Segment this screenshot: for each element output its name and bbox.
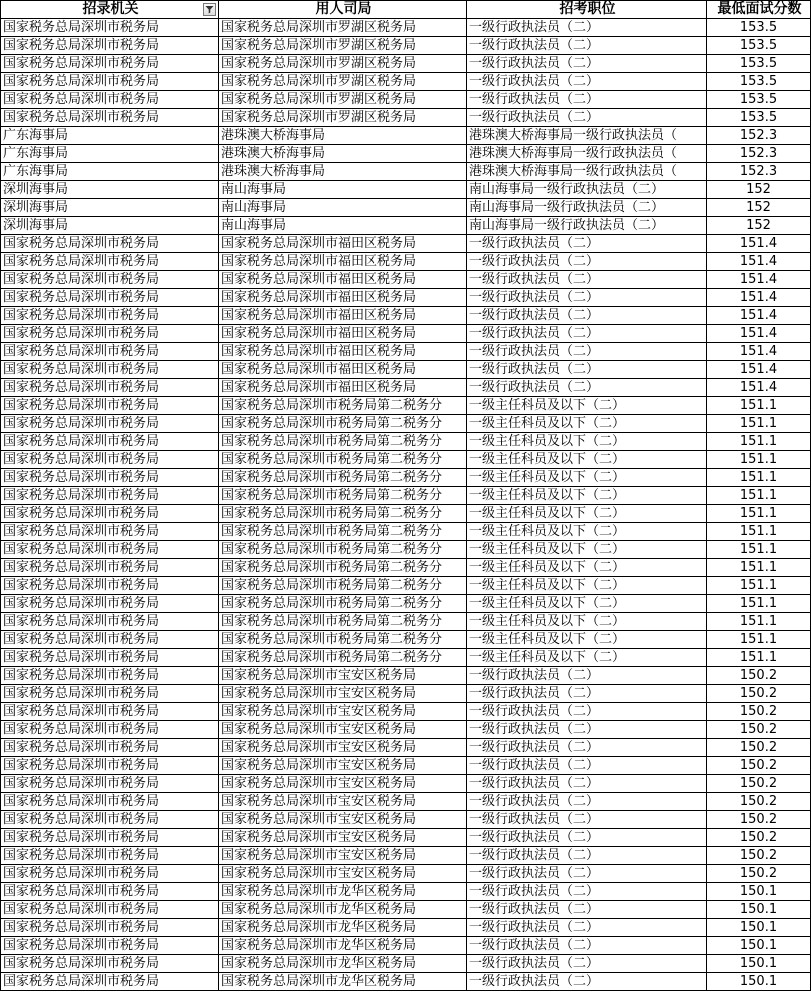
min-score-cell[interactable]: 151.4 bbox=[707, 325, 811, 343]
table-row bbox=[1, 775, 811, 793]
table-row bbox=[1, 793, 811, 811]
min-score-cell[interactable]: 150.2 bbox=[707, 757, 811, 775]
position-cell[interactable]: 一级行政执法员（二） bbox=[467, 811, 707, 829]
hiring-department-cell[interactable]: 国家税务总局深圳市宝安区税务局 bbox=[219, 667, 467, 685]
recruiting-agency-cell[interactable]: 国家税务总局深圳市税务局 bbox=[1, 415, 219, 433]
position-cell[interactable]: 一级行政执法员（二） bbox=[467, 919, 707, 937]
position-cell[interactable]: 港珠澳大桥海事局一级行政执法员（ bbox=[467, 163, 707, 181]
hiring-department-cell[interactable]: 港珠澳大桥海事局 bbox=[219, 145, 467, 163]
hiring-department-cell[interactable]: 国家税务总局深圳市税务局第二税务分 bbox=[219, 559, 467, 577]
table-row bbox=[1, 289, 811, 307]
min-score-cell[interactable]: 151.4 bbox=[707, 307, 811, 325]
filter-dropdown-icon[interactable] bbox=[203, 3, 216, 16]
min-score-cell[interactable]: 151.4 bbox=[707, 379, 811, 397]
table-row bbox=[1, 667, 811, 685]
column-header-label: 招录机关 bbox=[82, 1, 139, 17]
min-score-cell[interactable]: 150.2 bbox=[707, 829, 811, 847]
hiring-department-cell[interactable]: 国家税务总局深圳市福田区税务局 bbox=[219, 253, 467, 271]
position-cell[interactable]: 一级行政执法员（二） bbox=[467, 739, 707, 757]
position-cell[interactable]: 一级行政执法员（二） bbox=[467, 955, 707, 973]
min-score-cell[interactable]: 151.1 bbox=[707, 415, 811, 433]
hiring-department-cell[interactable]: 国家税务总局深圳市宝安区税务局 bbox=[219, 847, 467, 865]
position-cell[interactable]: 一级行政执法员（二） bbox=[467, 973, 707, 991]
min-score-cell[interactable]: 150.2 bbox=[707, 739, 811, 757]
position-cell[interactable]: 一级主任科员及以下（二） bbox=[467, 469, 707, 487]
table-row bbox=[1, 55, 811, 73]
hiring-department-cell[interactable]: 国家税务总局深圳市福田区税务局 bbox=[219, 343, 467, 361]
recruiting-agency-cell[interactable]: 国家税务总局深圳市税务局 bbox=[1, 541, 219, 559]
hiring-department-cell[interactable]: 国家税务总局深圳市税务局第二税务分 bbox=[219, 397, 467, 415]
position-cell[interactable]: 一级行政执法员（二） bbox=[467, 73, 707, 91]
hiring-department-cell[interactable]: 南山海事局 bbox=[219, 199, 467, 217]
table-row bbox=[1, 595, 811, 613]
min-score-cell[interactable]: 151.4 bbox=[707, 343, 811, 361]
recruiting-agency-cell[interactable]: 国家税务总局深圳市税务局 bbox=[1, 343, 219, 361]
hiring-department-cell[interactable]: 国家税务总局深圳市税务局第二税务分 bbox=[219, 613, 467, 631]
min-score-cell[interactable]: 151.1 bbox=[707, 559, 811, 577]
hiring-department-cell[interactable]: 国家税务总局深圳市宝安区税务局 bbox=[219, 739, 467, 757]
hiring-department-cell[interactable]: 南山海事局 bbox=[219, 181, 467, 199]
table-row bbox=[1, 307, 811, 325]
min-score-cell[interactable]: 152.3 bbox=[707, 163, 811, 181]
position-cell[interactable]: 一级主任科员及以下（二） bbox=[467, 523, 707, 541]
min-score-cell[interactable]: 152.3 bbox=[707, 127, 811, 145]
table-row bbox=[1, 433, 811, 451]
column-header-min-interview-score[interactable]: 最低面试分数 bbox=[707, 1, 811, 19]
recruiting-agency-cell[interactable]: 国家税务总局深圳市税务局 bbox=[1, 361, 219, 379]
recruiting-agency-cell[interactable]: 国家税务总局深圳市税务局 bbox=[1, 289, 219, 307]
min-score-cell[interactable]: 151.1 bbox=[707, 505, 811, 523]
table-row bbox=[1, 127, 811, 145]
table-row bbox=[1, 919, 811, 937]
table-row bbox=[1, 631, 811, 649]
column-header-hiring-department[interactable]: 用人司局 bbox=[219, 1, 467, 19]
min-score-cell[interactable]: 151.1 bbox=[707, 631, 811, 649]
table-row bbox=[1, 559, 811, 577]
hiring-department-cell[interactable]: 国家税务总局深圳市税务局第二税务分 bbox=[219, 487, 467, 505]
recruiting-agency-cell[interactable]: 深圳海事局 bbox=[1, 181, 219, 199]
recruiting-agency-cell[interactable]: 国家税务总局深圳市税务局 bbox=[1, 325, 219, 343]
recruiting-agency-cell[interactable]: 国家税务总局深圳市税务局 bbox=[1, 469, 219, 487]
recruiting-agency-cell[interactable]: 国家税务总局深圳市税务局 bbox=[1, 253, 219, 271]
recruiting-agency-cell[interactable]: 国家税务总局深圳市税务局 bbox=[1, 667, 219, 685]
table-row bbox=[1, 253, 811, 271]
recruiting-agency-cell[interactable]: 国家税务总局深圳市税务局 bbox=[1, 73, 219, 91]
position-cell[interactable]: 一级主任科员及以下（二） bbox=[467, 415, 707, 433]
min-score-cell[interactable]: 152 bbox=[707, 181, 811, 199]
min-score-cell[interactable]: 152 bbox=[707, 217, 811, 235]
table-row bbox=[1, 577, 811, 595]
position-cell[interactable]: 一级主任科员及以下（二） bbox=[467, 631, 707, 649]
recruiting-agency-cell[interactable]: 国家税务总局深圳市税务局 bbox=[1, 307, 219, 325]
recruiting-agency-cell[interactable]: 国家税务总局深圳市税务局 bbox=[1, 919, 219, 937]
table-row bbox=[1, 505, 811, 523]
recruiting-agency-cell[interactable]: 国家税务总局深圳市税务局 bbox=[1, 721, 219, 739]
position-cell[interactable]: 一级行政执法员（二） bbox=[467, 91, 707, 109]
position-cell[interactable]: 港珠澳大桥海事局一级行政执法员（ bbox=[467, 127, 707, 145]
position-cell[interactable]: 一级主任科员及以下（二） bbox=[467, 577, 707, 595]
table-row bbox=[1, 865, 811, 883]
min-score-cell[interactable]: 150.1 bbox=[707, 901, 811, 919]
table-row bbox=[1, 757, 811, 775]
position-cell[interactable]: 一级主任科员及以下（二） bbox=[467, 613, 707, 631]
position-cell[interactable]: 一级主任科员及以下（二） bbox=[467, 433, 707, 451]
recruiting-agency-cell[interactable]: 深圳海事局 bbox=[1, 217, 219, 235]
hiring-department-cell[interactable]: 国家税务总局深圳市宝安区税务局 bbox=[219, 721, 467, 739]
recruiting-agency-cell[interactable]: 国家税务总局深圳市税务局 bbox=[1, 703, 219, 721]
min-score-cell[interactable]: 151.1 bbox=[707, 433, 811, 451]
min-score-cell[interactable]: 151.1 bbox=[707, 541, 811, 559]
hiring-department-cell[interactable]: 国家税务总局深圳市宝安区税务局 bbox=[219, 829, 467, 847]
table-row bbox=[1, 91, 811, 109]
position-cell[interactable]: 一级行政执法员（二） bbox=[467, 865, 707, 883]
min-score-cell[interactable]: 151.1 bbox=[707, 523, 811, 541]
recruiting-agency-cell[interactable]: 国家税务总局深圳市税务局 bbox=[1, 757, 219, 775]
recruiting-agency-cell[interactable]: 国家税务总局深圳市税务局 bbox=[1, 793, 219, 811]
table-row bbox=[1, 883, 811, 901]
min-score-cell[interactable]: 151.1 bbox=[707, 451, 811, 469]
hiring-department-cell[interactable]: 国家税务总局深圳市福田区税务局 bbox=[219, 235, 467, 253]
recruiting-agency-cell[interactable]: 国家税务总局深圳市税务局 bbox=[1, 901, 219, 919]
hiring-department-cell[interactable]: 国家税务总局深圳市税务局第二税务分 bbox=[219, 649, 467, 667]
hiring-department-cell[interactable]: 国家税务总局深圳市福田区税务局 bbox=[219, 271, 467, 289]
table-row bbox=[1, 469, 811, 487]
min-score-cell[interactable]: 150.2 bbox=[707, 775, 811, 793]
table-row bbox=[1, 325, 811, 343]
position-cell[interactable]: 一级行政执法员（二） bbox=[467, 19, 707, 37]
hiring-department-cell[interactable]: 国家税务总局深圳市税务局第二税务分 bbox=[219, 631, 467, 649]
position-cell[interactable]: 一级行政执法员（二） bbox=[467, 343, 707, 361]
hiring-department-cell[interactable]: 国家税务总局深圳市税务局第二税务分 bbox=[219, 523, 467, 541]
position-cell[interactable]: 一级行政执法员（二） bbox=[467, 235, 707, 253]
hiring-department-cell[interactable]: 国家税务总局深圳市宝安区税务局 bbox=[219, 775, 467, 793]
min-score-cell[interactable]: 150.2 bbox=[707, 685, 811, 703]
hiring-department-cell[interactable]: 国家税务总局深圳市福田区税务局 bbox=[219, 361, 467, 379]
position-cell[interactable]: 南山海事局一级行政执法员（二） bbox=[467, 217, 707, 235]
hiring-department-cell[interactable]: 国家税务总局深圳市福田区税务局 bbox=[219, 307, 467, 325]
table-row bbox=[1, 361, 811, 379]
hiring-department-cell[interactable]: 国家税务总局深圳市龙华区税务局 bbox=[219, 919, 467, 937]
position-cell[interactable]: 港珠澳大桥海事局一级行政执法员（ bbox=[467, 145, 707, 163]
position-cell[interactable]: 一级主任科员及以下（二） bbox=[467, 541, 707, 559]
min-score-cell[interactable]: 151.4 bbox=[707, 253, 811, 271]
position-cell[interactable]: 一级行政执法员（二） bbox=[467, 253, 707, 271]
recruiting-agency-cell[interactable]: 国家税务总局深圳市税务局 bbox=[1, 649, 219, 667]
recruiting-agency-cell[interactable]: 广东海事局 bbox=[1, 127, 219, 145]
hiring-department-cell[interactable]: 港珠澳大桥海事局 bbox=[219, 163, 467, 181]
min-score-cell[interactable]: 151.4 bbox=[707, 271, 811, 289]
min-score-cell[interactable]: 150.1 bbox=[707, 883, 811, 901]
hiring-department-cell[interactable]: 国家税务总局深圳市罗湖区税务局 bbox=[219, 55, 467, 73]
position-cell[interactable]: 一级主任科员及以下（二） bbox=[467, 649, 707, 667]
hiring-department-cell[interactable]: 国家税务总局深圳市宝安区税务局 bbox=[219, 757, 467, 775]
min-score-cell[interactable]: 151.1 bbox=[707, 613, 811, 631]
position-cell[interactable]: 一级行政执法员（二） bbox=[467, 901, 707, 919]
position-cell[interactable]: 一级主任科员及以下（二） bbox=[467, 487, 707, 505]
hiring-department-cell[interactable]: 国家税务总局深圳市龙华区税务局 bbox=[219, 901, 467, 919]
min-score-cell[interactable]: 150.1 bbox=[707, 937, 811, 955]
column-header-recruiting-agency[interactable] bbox=[1, 1, 219, 19]
table-row bbox=[1, 829, 811, 847]
min-score-cell[interactable]: 150.2 bbox=[707, 865, 811, 883]
recruiting-agency-cell[interactable]: 国家税务总局深圳市税务局 bbox=[1, 19, 219, 37]
hiring-department-cell[interactable]: 国家税务总局深圳市罗湖区税务局 bbox=[219, 109, 467, 127]
position-cell[interactable]: 一级行政执法员（二） bbox=[467, 829, 707, 847]
position-cell[interactable]: 一级行政执法员（二） bbox=[467, 685, 707, 703]
table-row bbox=[1, 811, 811, 829]
recruiting-agency-cell[interactable]: 国家税务总局深圳市税务局 bbox=[1, 433, 219, 451]
position-cell[interactable]: 一级行政执法员（二） bbox=[467, 37, 707, 55]
recruiting-agency-cell[interactable]: 国家税务总局深圳市税务局 bbox=[1, 739, 219, 757]
hiring-department-cell[interactable]: 国家税务总局深圳市福田区税务局 bbox=[219, 289, 467, 307]
hiring-department-cell[interactable]: 国家税务总局深圳市税务局第二税务分 bbox=[219, 577, 467, 595]
table-row bbox=[1, 235, 811, 253]
min-score-cell[interactable]: 151.1 bbox=[707, 577, 811, 595]
position-cell[interactable]: 一级行政执法员（二） bbox=[467, 325, 707, 343]
recruiting-agency-cell[interactable]: 广东海事局 bbox=[1, 145, 219, 163]
recruiting-agency-cell[interactable]: 国家税务总局深圳市税务局 bbox=[1, 523, 219, 541]
recruiting-agency-cell[interactable]: 国家税务总局深圳市税务局 bbox=[1, 451, 219, 469]
min-score-cell[interactable]: 150.1 bbox=[707, 919, 811, 937]
hiring-department-cell[interactable]: 国家税务总局深圳市罗湖区税务局 bbox=[219, 73, 467, 91]
position-cell[interactable]: 一级行政执法员（二） bbox=[467, 703, 707, 721]
column-header-position[interactable]: 招考职位 bbox=[467, 1, 707, 19]
recruiting-agency-cell[interactable]: 国家税务总局深圳市税务局 bbox=[1, 865, 219, 883]
table-row bbox=[1, 451, 811, 469]
recruiting-agency-cell[interactable]: 国家税务总局深圳市税务局 bbox=[1, 505, 219, 523]
hiring-department-cell[interactable]: 国家税务总局深圳市福田区税务局 bbox=[219, 379, 467, 397]
table-row bbox=[1, 973, 811, 991]
table-row bbox=[1, 19, 811, 37]
min-score-cell[interactable]: 152.3 bbox=[707, 145, 811, 163]
hiring-department-cell[interactable]: 国家税务总局深圳市税务局第二税务分 bbox=[219, 415, 467, 433]
position-cell[interactable]: 一级行政执法员（二） bbox=[467, 793, 707, 811]
min-score-cell[interactable]: 151.4 bbox=[707, 289, 811, 307]
hiring-department-cell[interactable]: 国家税务总局深圳市税务局第二税务分 bbox=[219, 541, 467, 559]
recruiting-agency-cell[interactable]: 国家税务总局深圳市税务局 bbox=[1, 55, 219, 73]
table-row bbox=[1, 487, 811, 505]
hiring-department-cell[interactable]: 国家税务总局深圳市税务局第二税务分 bbox=[219, 433, 467, 451]
hiring-department-cell[interactable]: 国家税务总局深圳市罗湖区税务局 bbox=[219, 37, 467, 55]
min-score-cell[interactable]: 153.5 bbox=[707, 73, 811, 91]
hiring-department-cell[interactable]: 国家税务总局深圳市福田区税务局 bbox=[219, 325, 467, 343]
recruiting-agency-cell[interactable]: 国家税务总局深圳市税务局 bbox=[1, 847, 219, 865]
hiring-department-cell[interactable]: 国家税务总局深圳市宝安区税务局 bbox=[219, 793, 467, 811]
position-cell[interactable]: 一级行政执法员（二） bbox=[467, 937, 707, 955]
table-row bbox=[1, 181, 811, 199]
table-row bbox=[1, 739, 811, 757]
table-row bbox=[1, 217, 811, 235]
recruiting-agency-cell[interactable]: 国家税务总局深圳市税务局 bbox=[1, 595, 219, 613]
table-row bbox=[1, 343, 811, 361]
hiring-department-cell[interactable]: 国家税务总局深圳市罗湖区税务局 bbox=[219, 91, 467, 109]
table-row bbox=[1, 271, 811, 289]
recruiting-agency-cell[interactable]: 国家税务总局深圳市税务局 bbox=[1, 829, 219, 847]
min-score-cell[interactable]: 150.1 bbox=[707, 955, 811, 973]
table-row bbox=[1, 847, 811, 865]
table-row bbox=[1, 397, 811, 415]
table-body bbox=[1, 19, 811, 991]
recruiting-agency-cell[interactable]: 国家税务总局深圳市税务局 bbox=[1, 271, 219, 289]
hiring-department-cell[interactable]: 港珠澳大桥海事局 bbox=[219, 127, 467, 145]
hiring-department-cell[interactable]: 国家税务总局深圳市龙华区税务局 bbox=[219, 937, 467, 955]
hiring-department-cell[interactable]: 国家税务总局深圳市罗湖区税务局 bbox=[219, 19, 467, 37]
min-score-cell[interactable]: 151.4 bbox=[707, 361, 811, 379]
position-cell[interactable]: 一级行政执法员（二） bbox=[467, 361, 707, 379]
position-cell[interactable]: 一级行政执法员（二） bbox=[467, 721, 707, 739]
position-cell[interactable]: 一级行政执法员（二） bbox=[467, 271, 707, 289]
min-score-cell[interactable]: 153.5 bbox=[707, 19, 811, 37]
position-cell[interactable]: 一级行政执法员（二） bbox=[467, 379, 707, 397]
table-row bbox=[1, 109, 811, 127]
hiring-department-cell[interactable]: 国家税务总局深圳市宝安区税务局 bbox=[219, 685, 467, 703]
table-row bbox=[1, 613, 811, 631]
position-cell[interactable]: 一级行政执法员（二） bbox=[467, 883, 707, 901]
min-score-cell[interactable]: 151.1 bbox=[707, 595, 811, 613]
table-row bbox=[1, 73, 811, 91]
table-row bbox=[1, 937, 811, 955]
recruiting-agency-cell[interactable]: 国家税务总局深圳市税务局 bbox=[1, 397, 219, 415]
position-cell[interactable]: 一级主任科员及以下（二） bbox=[467, 505, 707, 523]
min-score-cell[interactable]: 153.5 bbox=[707, 91, 811, 109]
table-row bbox=[1, 955, 811, 973]
hiring-department-cell[interactable]: 国家税务总局深圳市龙华区税务局 bbox=[219, 883, 467, 901]
position-cell[interactable]: 一级行政执法员（二） bbox=[467, 289, 707, 307]
min-score-cell[interactable]: 150.1 bbox=[707, 973, 811, 991]
min-score-cell[interactable]: 153.5 bbox=[707, 37, 811, 55]
recruiting-agency-cell[interactable]: 国家税务总局深圳市税务局 bbox=[1, 811, 219, 829]
recruiting-agency-cell[interactable]: 国家税务总局深圳市税务局 bbox=[1, 91, 219, 109]
recruiting-agency-cell[interactable]: 国家税务总局深圳市税务局 bbox=[1, 487, 219, 505]
recruiting-agency-cell[interactable]: 国家税务总局深圳市税务局 bbox=[1, 577, 219, 595]
min-score-cell[interactable]: 150.2 bbox=[707, 847, 811, 865]
table-row bbox=[1, 541, 811, 559]
hiring-department-cell[interactable]: 国家税务总局深圳市税务局第二税务分 bbox=[219, 469, 467, 487]
recruiting-agency-cell[interactable]: 广东海事局 bbox=[1, 163, 219, 181]
table-row bbox=[1, 649, 811, 667]
min-score-cell[interactable]: 153.5 bbox=[707, 109, 811, 127]
hiring-department-cell[interactable]: 国家税务总局深圳市宝安区税务局 bbox=[219, 811, 467, 829]
recruiting-agency-cell[interactable]: 国家税务总局深圳市税务局 bbox=[1, 973, 219, 991]
recruiting-agency-cell[interactable]: 国家税务总局深圳市税务局 bbox=[1, 235, 219, 253]
recruiting-agency-cell[interactable]: 国家税务总局深圳市税务局 bbox=[1, 685, 219, 703]
position-cell[interactable]: 一级主任科员及以下（二） bbox=[467, 559, 707, 577]
min-score-cell[interactable]: 150.2 bbox=[707, 667, 811, 685]
position-cell[interactable]: 一级行政执法员（二） bbox=[467, 847, 707, 865]
hiring-department-cell[interactable]: 国家税务总局深圳市税务局第二税务分 bbox=[219, 451, 467, 469]
table-row bbox=[1, 703, 811, 721]
min-score-cell[interactable]: 150.2 bbox=[707, 811, 811, 829]
position-cell[interactable]: 南山海事局一级行政执法员（二） bbox=[467, 199, 707, 217]
recruiting-agency-cell[interactable]: 国家税务总局深圳市税务局 bbox=[1, 937, 219, 955]
position-cell[interactable]: 一级行政执法员（二） bbox=[467, 667, 707, 685]
hiring-department-cell[interactable]: 国家税务总局深圳市税务局第二税务分 bbox=[219, 595, 467, 613]
table-row bbox=[1, 721, 811, 739]
recruiting-agency-cell[interactable]: 国家税务总局深圳市税务局 bbox=[1, 613, 219, 631]
position-cell[interactable]: 一级行政执法员（二） bbox=[467, 109, 707, 127]
hiring-department-cell[interactable]: 国家税务总局深圳市龙华区税务局 bbox=[219, 955, 467, 973]
min-score-cell[interactable]: 153.5 bbox=[707, 55, 811, 73]
hiring-department-cell[interactable]: 国家税务总局深圳市税务局第二税务分 bbox=[219, 505, 467, 523]
min-score-cell[interactable]: 150.2 bbox=[707, 721, 811, 739]
table-row bbox=[1, 379, 811, 397]
table-row bbox=[1, 145, 811, 163]
position-cell[interactable]: 南山海事局一级行政执法员（二） bbox=[467, 181, 707, 199]
min-score-cell[interactable]: 151.1 bbox=[707, 469, 811, 487]
recruiting-agency-cell[interactable]: 深圳海事局 bbox=[1, 199, 219, 217]
table-row bbox=[1, 199, 811, 217]
position-cell[interactable]: 一级行政执法员（二） bbox=[467, 307, 707, 325]
recruiting-agency-cell[interactable]: 国家税务总局深圳市税务局 bbox=[1, 955, 219, 973]
min-score-cell[interactable]: 150.2 bbox=[707, 793, 811, 811]
recruiting-agency-cell[interactable]: 国家税务总局深圳市税务局 bbox=[1, 559, 219, 577]
hiring-department-cell[interactable]: 国家税务总局深圳市龙华区税务局 bbox=[219, 973, 467, 991]
min-score-cell[interactable]: 151.1 bbox=[707, 397, 811, 415]
position-cell[interactable]: 一级行政执法员（二） bbox=[467, 55, 707, 73]
table-row bbox=[1, 523, 811, 541]
min-score-cell[interactable]: 151.1 bbox=[707, 649, 811, 667]
position-cell[interactable]: 一级主任科员及以下（二） bbox=[467, 397, 707, 415]
table-row bbox=[1, 685, 811, 703]
recruiting-agency-cell[interactable]: 国家税务总局深圳市税务局 bbox=[1, 37, 219, 55]
recruiting-agency-cell[interactable]: 国家税务总局深圳市税务局 bbox=[1, 883, 219, 901]
header-row bbox=[1, 1, 811, 19]
hiring-department-cell[interactable]: 国家税务总局深圳市宝安区税务局 bbox=[219, 703, 467, 721]
position-cell[interactable]: 一级主任科员及以下（二） bbox=[467, 595, 707, 613]
table-row bbox=[1, 37, 811, 55]
min-score-cell[interactable]: 151.4 bbox=[707, 235, 811, 253]
min-score-cell[interactable]: 152 bbox=[707, 199, 811, 217]
table-row bbox=[1, 415, 811, 433]
position-cell[interactable]: 一级行政执法员（二） bbox=[467, 775, 707, 793]
table-row bbox=[1, 163, 811, 181]
min-score-cell[interactable]: 151.1 bbox=[707, 487, 811, 505]
table-row bbox=[1, 901, 811, 919]
hiring-department-cell[interactable]: 国家税务总局深圳市宝安区税务局 bbox=[219, 865, 467, 883]
recruiting-agency-cell[interactable]: 国家税务总局深圳市税务局 bbox=[1, 631, 219, 649]
position-cell[interactable]: 一级行政执法员（二） bbox=[467, 757, 707, 775]
position-cell[interactable]: 一级主任科员及以下（二） bbox=[467, 451, 707, 469]
recruiting-agency-cell[interactable]: 国家税务总局深圳市税务局 bbox=[1, 379, 219, 397]
hiring-department-cell[interactable]: 南山海事局 bbox=[219, 217, 467, 235]
recruiting-agency-cell[interactable]: 国家税务总局深圳市税务局 bbox=[1, 775, 219, 793]
min-score-cell[interactable]: 150.2 bbox=[707, 703, 811, 721]
recruiting-agency-cell[interactable]: 国家税务总局深圳市税务局 bbox=[1, 109, 219, 127]
